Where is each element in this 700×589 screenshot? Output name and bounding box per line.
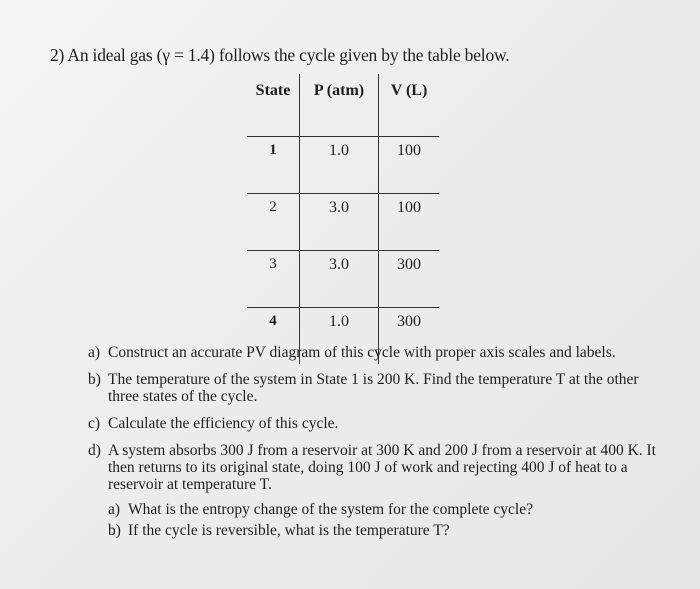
table-header-row — [247, 74, 439, 137]
problem-title: 2) An ideal gas (γ = 1.4) follows the cycle given by the table below. — [50, 45, 510, 65]
cell-state: 4 — [269, 313, 277, 329]
header-state: State — [247, 74, 300, 137]
cell-pressure: 3.0 — [300, 194, 379, 251]
cell-pressure: 3.0 — [300, 251, 379, 308]
part-text: A system absorbs 300 J from a reservoir at 300 K and 200 J from a reservoir at 400 K. It then returns to its original state, doing 100 J of work and rejecting 400 J of heat to a reservoir at temperature T. — [108, 442, 656, 493]
cell-pressure: 1.0 — [300, 308, 379, 365]
cell-volume: 100 — [379, 194, 440, 251]
cell-volume: 100 — [379, 137, 440, 194]
part-label: a) — [88, 344, 101, 361]
table-row — [247, 137, 439, 194]
cell-pressure: 1.0 — [300, 137, 379, 194]
question-part-d — [88, 442, 668, 493]
cell-state: 2 — [247, 194, 300, 251]
cell-volume: 300 — [379, 308, 440, 365]
header-pressure: P (atm) — [300, 74, 379, 137]
subpart-text: What is the entropy change of the system for the complete cycle? — [128, 501, 533, 518]
part-label: c) — [88, 415, 101, 432]
table-row — [247, 194, 439, 251]
subpart-label: a) — [108, 501, 121, 518]
subpart-label: b) — [108, 522, 121, 539]
header-volume: V (L) — [379, 74, 440, 137]
question-part-c — [88, 415, 668, 432]
question-part-a — [88, 344, 668, 361]
table-row — [247, 251, 439, 308]
part-text: The temperature of the system in State 1 is 200 K. Find the temperature T at the other three states of the cycle. — [108, 371, 639, 405]
part-text: Calculate the efficiency of this cycle. — [108, 415, 339, 432]
subpart-a — [108, 501, 668, 518]
subparts — [108, 501, 668, 539]
cell-state: 3 — [247, 251, 300, 308]
cell-state: 1 — [247, 137, 300, 194]
question-part-b — [88, 371, 668, 405]
question-parts — [88, 344, 668, 543]
state-table — [247, 74, 439, 364]
cell-volume: 300 — [379, 251, 440, 308]
part-text: Construct an accurate PV diagram of this cycle with proper axis scales and labels. — [108, 344, 616, 361]
part-label: b) — [88, 371, 101, 388]
subpart-b — [108, 522, 668, 539]
subpart-text: If the cycle is reversible, what is the temperature T? — [128, 522, 450, 539]
part-label: d) — [88, 442, 101, 459]
